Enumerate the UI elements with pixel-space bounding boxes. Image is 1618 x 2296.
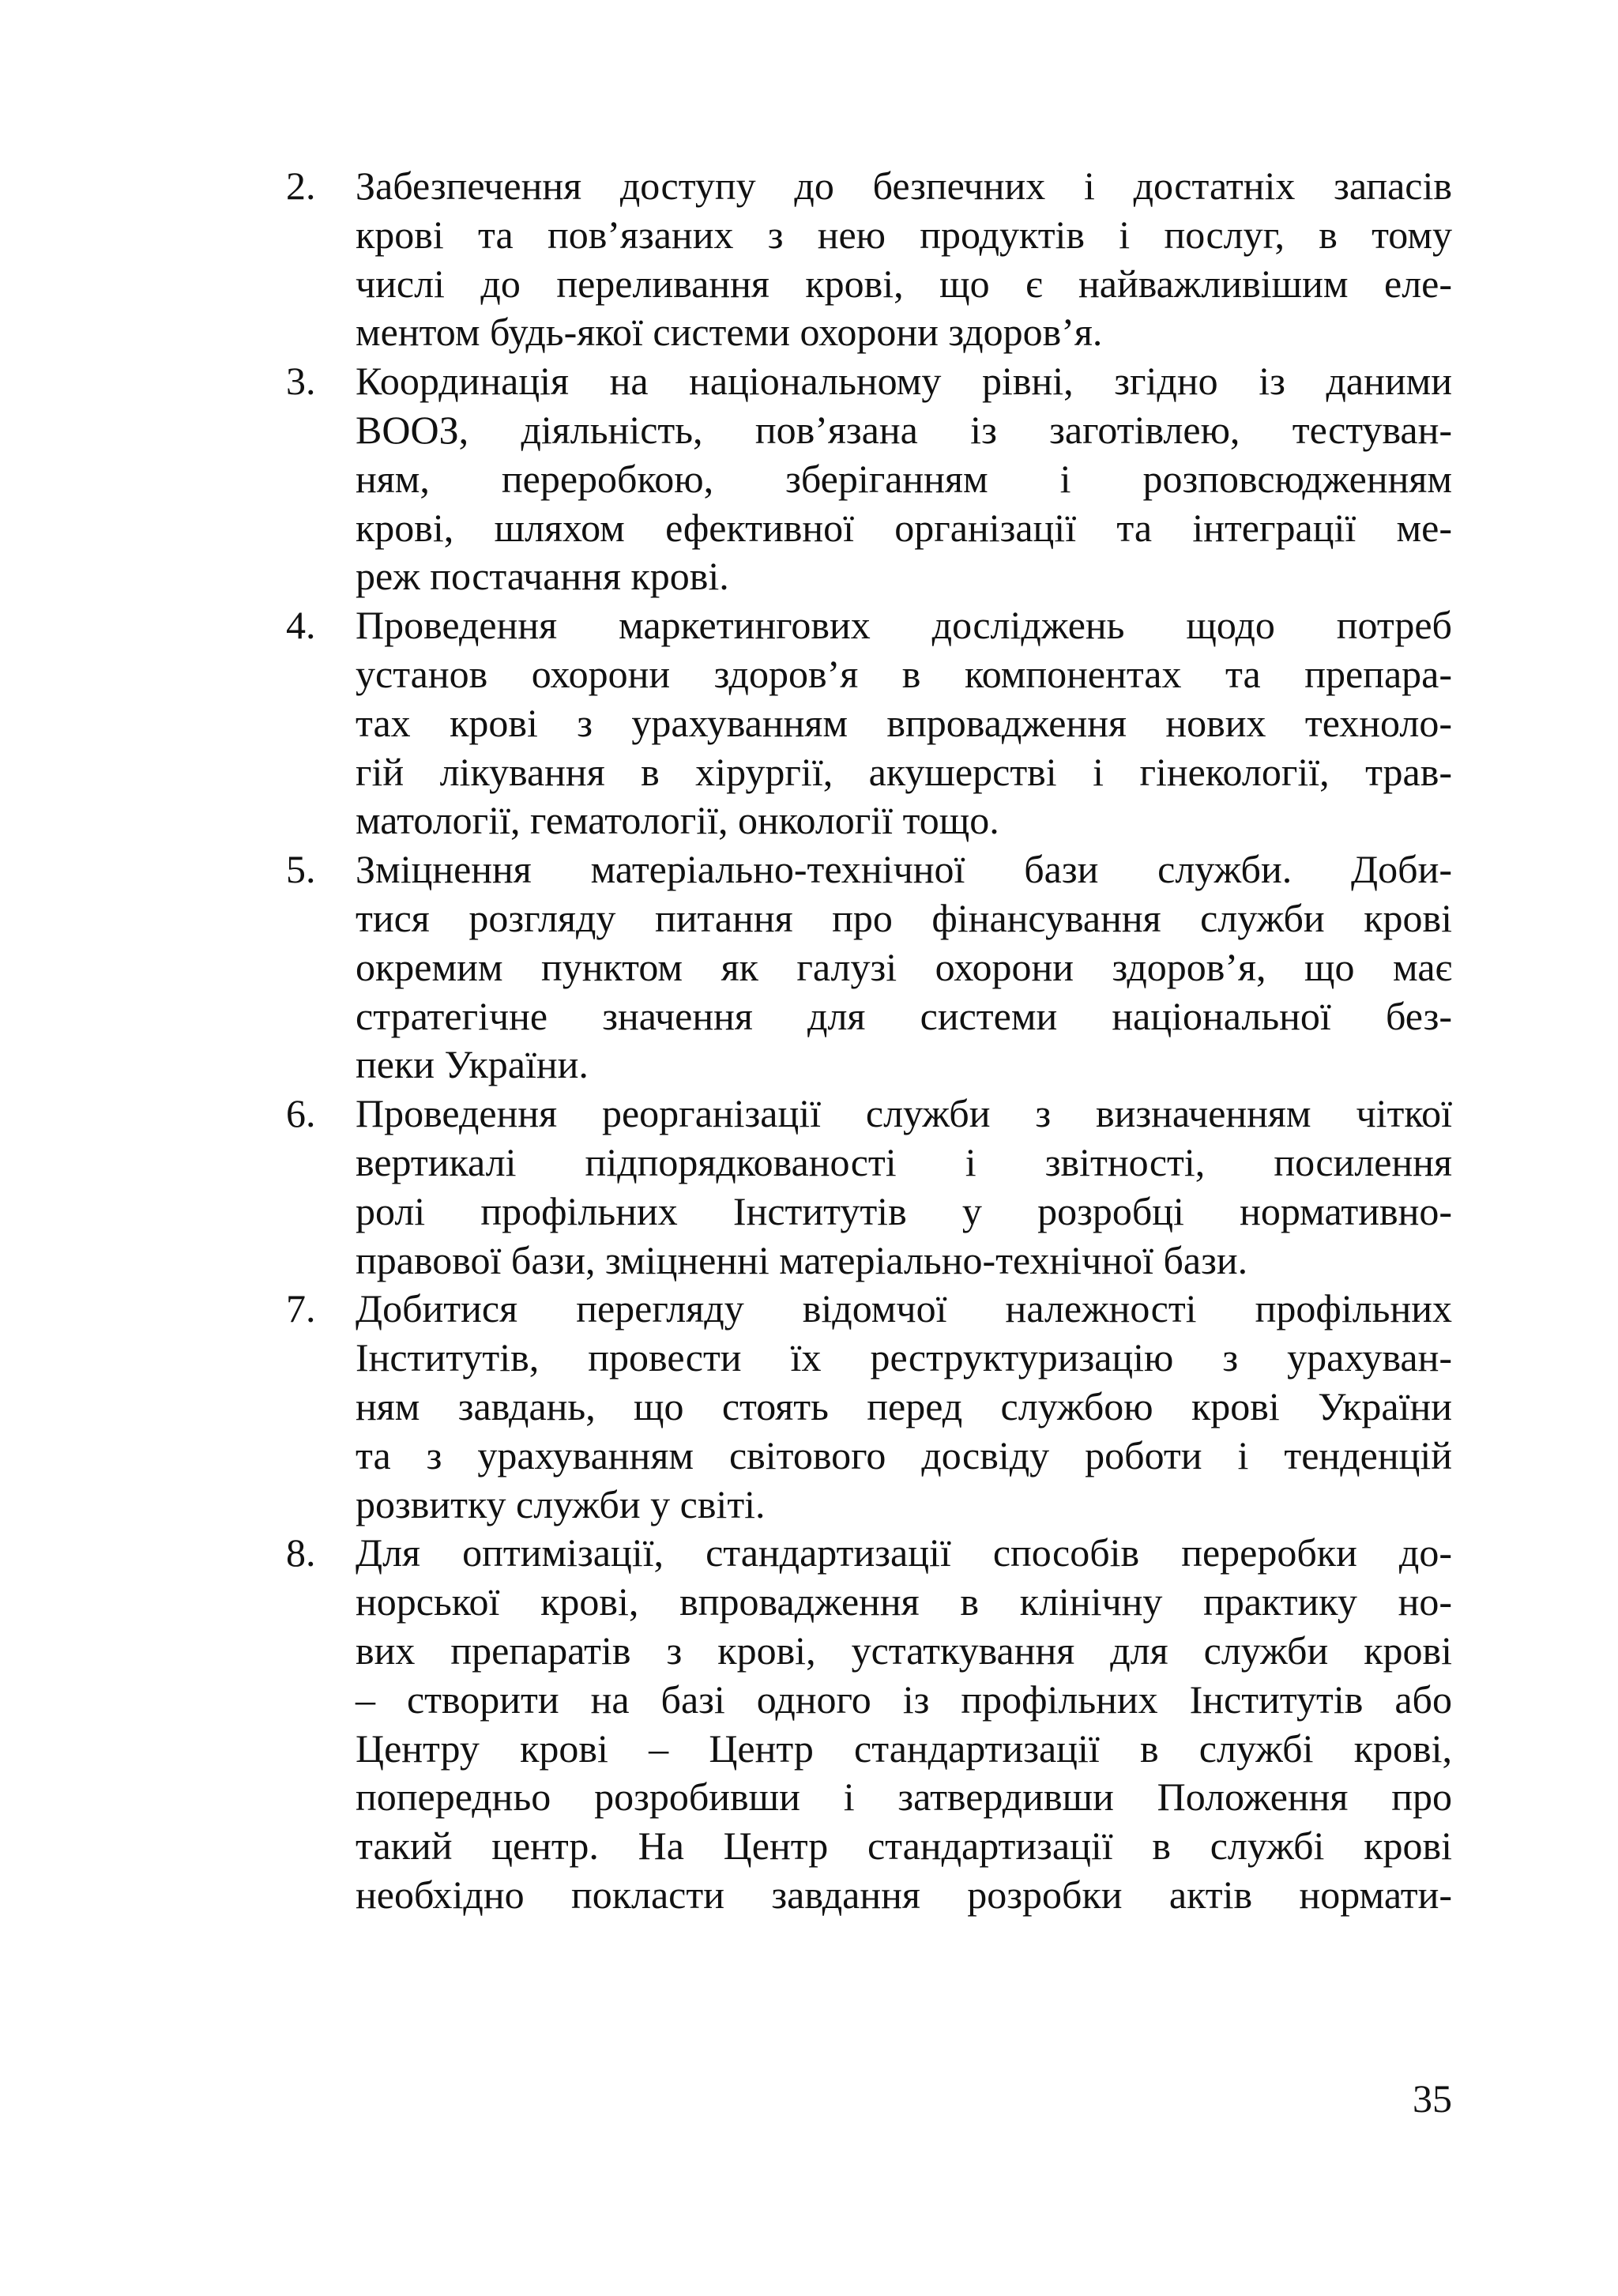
text-line: матології, гематології, онкології тощо. xyxy=(356,798,999,843)
text-line: ментом будь-якої системи охорони здоров’я. xyxy=(356,310,1103,355)
text-line: Добитися перегляду відомчої належності профільних xyxy=(356,1286,1452,1331)
list-item xyxy=(286,1285,1452,1529)
text-line: правової бази, зміцненні матеріально-технічної бази. xyxy=(356,1237,1248,1282)
list-item-text xyxy=(356,601,1452,845)
text-line: крові та пов’язаних з нею продуктів і послуг, в тому xyxy=(356,212,1452,257)
list-item xyxy=(286,601,1452,845)
text-line: ням завдань, що стоять перед службою крові України xyxy=(356,1383,1452,1428)
list-item-number: 4. xyxy=(286,603,316,648)
numbered-list xyxy=(286,162,1452,1920)
text-line: стратегічне значення для системи національної без- xyxy=(356,993,1452,1038)
text-line: пеки України. xyxy=(356,1042,589,1087)
list-item-number: 3. xyxy=(286,359,316,404)
list-item xyxy=(286,1529,1452,1919)
text-line: вертикалі підпорядкованості і звітності, посилення xyxy=(356,1139,1452,1184)
list-item-text xyxy=(356,1285,1452,1529)
list-item-number: 8. xyxy=(286,1530,316,1575)
list-item-number: 7. xyxy=(286,1286,316,1331)
list-item-text xyxy=(356,1090,1452,1285)
list-item xyxy=(286,357,1452,601)
text-line: тах крові з урахуванням впровадження нових техноло- xyxy=(356,700,1452,745)
text-line: попередньо розробивши і затвердивши Положення про xyxy=(356,1775,1452,1820)
text-line: ням, переробкою, зберіганням і розповсюдженням xyxy=(356,456,1452,501)
list-item-text xyxy=(356,162,1452,357)
text-line: Забезпечення доступу до безпечних і достатніх запасів xyxy=(356,164,1452,208)
list-item-number: 6. xyxy=(286,1091,316,1136)
list-item-number: 2. xyxy=(286,164,316,208)
list-item xyxy=(286,845,1452,1090)
text-line: ролі профільних Інститутів у розробці нормативно- xyxy=(356,1188,1452,1233)
text-line: установ охорони здоров’я в компонентах та препара- xyxy=(356,651,1452,696)
text-line: ВООЗ, діяльність, пов’язана із заготівлею, тестуван- xyxy=(356,407,1452,452)
text-line: крові, шляхом ефективної організації та інтеграції ме- xyxy=(356,505,1452,550)
text-line: – створити на базі одного із профільних Інститутів або xyxy=(356,1677,1452,1722)
text-line: Координація на національному рівні, згідно із даними xyxy=(356,359,1452,404)
list-item xyxy=(286,162,1452,357)
list-item-number: 5. xyxy=(286,847,316,892)
page-number: 35 xyxy=(1413,2076,1452,2121)
text-line: розвитку служби у світі. xyxy=(356,1481,766,1526)
list-item-text xyxy=(356,1529,1452,1919)
text-line: реж постачання крові. xyxy=(356,554,729,599)
text-line: числі до переливання крові, що є найважливішим еле- xyxy=(356,261,1452,306)
text-line: Проведення реорганізації служби з визначенням чіткої xyxy=(356,1091,1452,1136)
text-line: Зміцнення матеріально-технічної бази служби. Доби- xyxy=(356,847,1452,892)
list-item-text xyxy=(356,845,1452,1090)
text-line: Інститутів, провести їх реструктуризацію з урахуван- xyxy=(356,1335,1452,1380)
text-line: та з урахуванням світового досвіду роботи і тенденцій xyxy=(356,1432,1452,1477)
text-line: Проведення маркетингових досліджень щодо потреб xyxy=(356,603,1452,648)
text-line: вих препаратів з крові, устаткування для служби крові xyxy=(356,1628,1452,1673)
text-line: необхідно покласти завдання розробки актів нормати- xyxy=(356,1872,1452,1917)
text-line: тися розгляду питання про фінансування служби крові xyxy=(356,895,1452,940)
text-line: норської крові, впровадження в клінічну практику но- xyxy=(356,1579,1452,1624)
text-line: Для оптимізації, стандартизації способів переробки до- xyxy=(356,1530,1452,1575)
text-line: окремим пунктом як галузі охорони здоров’я, що має xyxy=(356,944,1452,989)
list-item-text xyxy=(356,357,1452,601)
text-line: Центру крові – Центр стандартизації в службі крові, xyxy=(356,1726,1452,1771)
text-line: такий центр. На Центр стандартизації в службі крові xyxy=(356,1824,1452,1869)
list-item xyxy=(286,1090,1452,1285)
text-line: гій лікування в хірургії, акушерстві і гінекології, трав- xyxy=(356,749,1452,794)
